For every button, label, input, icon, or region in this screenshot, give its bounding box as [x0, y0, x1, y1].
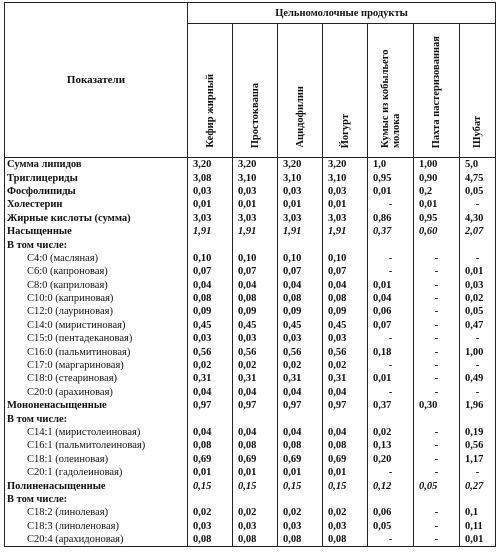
cell-value: - — [368, 332, 414, 345]
cell-value: 0,45 — [233, 319, 278, 332]
cell-value: 0,09 — [188, 305, 233, 318]
cell-value: 0,97 — [188, 399, 233, 412]
cell-value — [323, 238, 368, 251]
cell-value: 0,18 — [368, 345, 414, 358]
cell-value: - — [368, 198, 414, 211]
row-label: В том числе: — [5, 238, 188, 251]
cell-value: 0,03 — [233, 185, 278, 198]
cell-value: 3,03 — [188, 212, 233, 225]
cell-value: 0,02 — [188, 359, 233, 372]
row-label: С16:0 (пальмитиновая) — [5, 345, 188, 358]
cell-value: - — [460, 252, 496, 265]
cell-value: 3,03 — [233, 212, 278, 225]
column-header-label: Простокваша — [249, 82, 261, 148]
cell-value: 0,31 — [233, 372, 278, 385]
table-row — [5, 426, 496, 439]
cell-value: 0,69 — [188, 453, 233, 466]
cell-value: 0,04 — [188, 426, 233, 439]
cell-value: 0,01 — [188, 466, 233, 479]
indicator-header: Показатели — [5, 3, 188, 158]
table-row — [5, 332, 496, 345]
cell-value: 0,10 — [278, 252, 323, 265]
cell-value — [414, 238, 460, 251]
cell-value: 0,05 — [460, 185, 496, 198]
cell-value: 0,69 — [323, 453, 368, 466]
cell-value: 0,56 — [278, 345, 323, 358]
cell-value: 0,03 — [278, 332, 323, 345]
row-label: С16:1 (пальмитолеиновая) — [5, 439, 188, 452]
cell-value: - — [460, 359, 496, 372]
cell-value: 0,08 — [233, 533, 278, 547]
row-label: С4:0 (масляная) — [5, 252, 188, 265]
cell-value: 0,09 — [233, 305, 278, 318]
cell-value: 0,06 — [368, 506, 414, 519]
table-row — [5, 453, 496, 466]
cell-value: 0,05 — [368, 520, 414, 533]
cell-value — [188, 238, 233, 251]
table-row — [5, 238, 496, 251]
cell-value: 0,03 — [188, 332, 233, 345]
row-label: Насыщенные — [5, 225, 188, 238]
cell-value: 5,0 — [460, 158, 496, 172]
cell-value — [188, 412, 233, 425]
cell-value: 0,11 — [460, 520, 496, 533]
row-label: С18:3 (линоленовая) — [5, 520, 188, 533]
cell-value — [368, 493, 414, 506]
cell-value: - — [460, 386, 496, 399]
table-row — [5, 506, 496, 519]
row-label: С14:0 (миристиновая) — [5, 319, 188, 332]
cell-value: - — [368, 252, 414, 265]
row-label: С20:4 (арахидоновая) — [5, 533, 188, 547]
cell-value: 0,31 — [278, 372, 323, 385]
cell-value: 0,05 — [414, 479, 460, 492]
table-row — [5, 252, 496, 265]
cell-value: 0,08 — [323, 533, 368, 547]
cell-value: 3,10 — [233, 171, 278, 184]
cell-value: - — [414, 292, 460, 305]
cell-value: 0,09 — [278, 305, 323, 318]
cell-value: 0,56 — [233, 345, 278, 358]
cell-value: 0,01 — [323, 466, 368, 479]
cell-value: 0,02 — [233, 506, 278, 519]
table-row — [5, 185, 496, 198]
cell-value: 0,37 — [368, 399, 414, 412]
table-row — [5, 520, 496, 533]
product-group-header: Цельномолочные продукты — [188, 3, 496, 24]
column-header — [414, 24, 460, 158]
row-label: В том числе: — [5, 412, 188, 425]
cell-value: 3,20 — [278, 158, 323, 172]
row-label: Триглицериды — [5, 171, 188, 184]
cell-value: - — [460, 198, 496, 211]
cell-value: 0,01 — [278, 198, 323, 211]
cell-value: - — [368, 533, 414, 547]
table-row — [5, 412, 496, 425]
cell-value: - — [414, 533, 460, 547]
cell-value: 0,95 — [414, 212, 460, 225]
cell-value: 0,95 — [368, 171, 414, 184]
cell-value: - — [414, 345, 460, 358]
table-row — [5, 399, 496, 412]
column-header-label: Кефир жирный — [204, 74, 216, 148]
cell-value: 0,01 — [278, 466, 323, 479]
cell-value: 1,91 — [278, 225, 323, 238]
column-header-label: Кумыс из кобыльего молока — [379, 49, 402, 148]
table-row — [5, 479, 496, 492]
cell-value: - — [414, 265, 460, 278]
column-header-label: Ацидофилин — [294, 86, 306, 148]
cell-value: 0,13 — [368, 439, 414, 452]
cell-value: 0,45 — [323, 319, 368, 332]
row-label: С17:0 (маргариновая) — [5, 359, 188, 372]
cell-value: 0,97 — [323, 399, 368, 412]
cell-value — [233, 238, 278, 251]
cell-value: 0,97 — [278, 399, 323, 412]
cell-value: 0,15 — [188, 479, 233, 492]
cell-value: - — [414, 332, 460, 345]
cell-value: 0,08 — [278, 292, 323, 305]
cell-value: 0,01 — [233, 466, 278, 479]
row-label: Холестерин — [5, 198, 188, 211]
cell-value: 0,01 — [368, 279, 414, 292]
cell-value: 1,96 — [460, 399, 496, 412]
cell-value: 0,07 — [278, 265, 323, 278]
cell-value: 0,03 — [233, 520, 278, 533]
cell-value: 0,69 — [278, 453, 323, 466]
table-row — [5, 212, 496, 225]
column-header-label: Пахта пастеризованная — [431, 35, 442, 148]
table-row — [5, 279, 496, 292]
cell-value: 0,06 — [368, 305, 414, 318]
cell-value: 0,08 — [323, 292, 368, 305]
cell-value: 0,08 — [188, 533, 233, 547]
row-label: С12:0 (лауриновая) — [5, 305, 188, 318]
cell-value: 0,02 — [323, 359, 368, 372]
cell-value: - — [460, 332, 496, 345]
column-header — [460, 24, 496, 158]
cell-value: 0,31 — [323, 372, 368, 385]
cell-value: 0,02 — [368, 426, 414, 439]
row-label: Полиненасыщенные — [5, 479, 188, 492]
row-label: С18:2 (линолевая) — [5, 506, 188, 519]
column-header — [323, 24, 368, 158]
table-row — [5, 386, 496, 399]
cell-value: 3,20 — [323, 158, 368, 172]
cell-value: 0,04 — [278, 386, 323, 399]
cell-value: - — [414, 386, 460, 399]
cell-value: 0,15 — [278, 479, 323, 492]
column-header — [278, 24, 323, 158]
cell-value: 0,01 — [460, 533, 496, 547]
cell-value: 0,04 — [233, 279, 278, 292]
cell-value: - — [368, 466, 414, 479]
row-label: Фосфолипиды — [5, 185, 188, 198]
cell-value — [278, 412, 323, 425]
cell-value — [188, 493, 233, 506]
column-header — [368, 24, 414, 158]
cell-value: 1,17 — [460, 453, 496, 466]
cell-value: 0,09 — [323, 305, 368, 318]
cell-value: 0,31 — [188, 372, 233, 385]
table-row — [5, 493, 496, 506]
cell-value: 0,97 — [233, 399, 278, 412]
cell-value: - — [414, 453, 460, 466]
cell-value: 0,03 — [188, 185, 233, 198]
cell-value: 0,27 — [460, 479, 496, 492]
row-label: С10:0 (каприновая) — [5, 292, 188, 305]
cell-value: 0,01 — [460, 265, 496, 278]
cell-value: 0,04 — [323, 279, 368, 292]
cell-value: - — [368, 265, 414, 278]
cell-value: 1,91 — [188, 225, 233, 238]
row-label: С18:1 (олеиновая) — [5, 453, 188, 466]
cell-value: 0,01 — [414, 198, 460, 211]
row-label: С6:0 (капроновая) — [5, 265, 188, 278]
cell-value: 0,01 — [188, 198, 233, 211]
cell-value: 0,60 — [414, 225, 460, 238]
cell-value: 0,02 — [278, 506, 323, 519]
table-row — [5, 319, 496, 332]
row-label: С20:1 (гадолеиновая) — [5, 466, 188, 479]
row-label: С8:0 (каприловая) — [5, 279, 188, 292]
cell-value: - — [460, 466, 496, 479]
column-header — [233, 24, 278, 158]
cell-value — [233, 412, 278, 425]
cell-value: 3,03 — [323, 212, 368, 225]
cell-value: - — [414, 520, 460, 533]
cell-value: 0,08 — [233, 292, 278, 305]
cell-value: 0,01 — [368, 185, 414, 198]
cell-value: 1,00 — [460, 345, 496, 358]
cell-value: 0,10 — [188, 252, 233, 265]
cell-value — [323, 493, 368, 506]
cell-value: - — [414, 319, 460, 332]
cell-value: 0,04 — [323, 426, 368, 439]
cell-value: 0,03 — [323, 185, 368, 198]
cell-value: 0,02 — [188, 506, 233, 519]
cell-value: 0,69 — [233, 453, 278, 466]
cell-value: 0,08 — [278, 439, 323, 452]
cell-value: - — [414, 506, 460, 519]
cell-value: 0,08 — [278, 533, 323, 547]
table-row — [5, 359, 496, 372]
cell-value — [278, 238, 323, 251]
cell-value: 0,20 — [368, 453, 414, 466]
cell-value — [368, 412, 414, 425]
cell-value: 0,04 — [233, 386, 278, 399]
cell-value: 0,12 — [368, 479, 414, 492]
cell-value — [460, 412, 496, 425]
cell-value: - — [368, 386, 414, 399]
row-label: С14:1 (миристолеиновая) — [5, 426, 188, 439]
row-label: С15:0 (пентадекановая) — [5, 332, 188, 345]
cell-value: 0,08 — [188, 439, 233, 452]
table-row — [5, 372, 496, 385]
cell-value: 0,05 — [460, 305, 496, 318]
cell-value: 0,2 — [414, 185, 460, 198]
table-row — [5, 533, 496, 547]
cell-value: 0,04 — [233, 426, 278, 439]
cell-value: 0,19 — [460, 426, 496, 439]
cell-value — [414, 412, 460, 425]
cell-value: 0,04 — [278, 279, 323, 292]
cell-value — [278, 493, 323, 506]
row-label: Сумма липидов — [5, 158, 188, 172]
column-header-label: Шубат — [472, 115, 484, 148]
cell-value: 1,0 — [368, 158, 414, 172]
cell-value: 0,37 — [368, 225, 414, 238]
cell-value: 0,04 — [323, 386, 368, 399]
table-row — [5, 225, 496, 238]
table-row — [5, 345, 496, 358]
row-label: С20:0 (арахиновая) — [5, 386, 188, 399]
cell-value: - — [414, 279, 460, 292]
cell-value: 3,20 — [233, 158, 278, 172]
cell-value: 0,01 — [368, 372, 414, 385]
column-header-label: Йогурт — [339, 113, 351, 148]
cell-value: 0,30 — [414, 399, 460, 412]
table-row — [5, 466, 496, 479]
table-row — [5, 265, 496, 278]
cell-value — [233, 493, 278, 506]
cell-value: - — [414, 426, 460, 439]
cell-value: 0,03 — [233, 332, 278, 345]
table-row — [5, 158, 496, 172]
cell-value: - — [414, 305, 460, 318]
cell-value: 0,01 — [233, 198, 278, 211]
cell-value: 3,10 — [278, 171, 323, 184]
cell-value — [460, 493, 496, 506]
table-row — [5, 292, 496, 305]
cell-value: - — [414, 439, 460, 452]
cell-value — [460, 238, 496, 251]
cell-value: 3,03 — [278, 212, 323, 225]
cell-value: 0,04 — [188, 279, 233, 292]
cell-value: 0,49 — [460, 372, 496, 385]
cell-value: 0,07 — [368, 319, 414, 332]
cell-value: 0,03 — [278, 185, 323, 198]
cell-value: 0,04 — [278, 426, 323, 439]
cell-value: 0,45 — [188, 319, 233, 332]
cell-value: 0,90 — [414, 171, 460, 184]
row-label: В том числе: — [5, 493, 188, 506]
cell-value: - — [368, 359, 414, 372]
cell-value: 0,07 — [188, 265, 233, 278]
cell-value: 1,00 — [414, 158, 460, 172]
cell-value: 0,01 — [323, 198, 368, 211]
cell-value: 0,56 — [188, 345, 233, 358]
cell-value: 0,15 — [233, 479, 278, 492]
cell-value: 0,10 — [323, 252, 368, 265]
cell-value: 4,75 — [460, 171, 496, 184]
column-header — [188, 24, 233, 158]
cell-value: 0,45 — [278, 319, 323, 332]
cell-value: 0,10 — [233, 252, 278, 265]
cell-value: 0,15 — [323, 479, 368, 492]
cell-value: 0,03 — [323, 332, 368, 345]
cell-value: 0,47 — [460, 319, 496, 332]
table-row — [5, 305, 496, 318]
cell-value: 0,03 — [460, 279, 496, 292]
table-body — [5, 158, 496, 547]
cell-value: - — [414, 359, 460, 372]
cell-value: 0,56 — [460, 439, 496, 452]
cell-value: - — [414, 466, 460, 479]
cell-value: 0,04 — [188, 386, 233, 399]
cell-value: 4,30 — [460, 212, 496, 225]
cell-value: 3,20 — [188, 158, 233, 172]
cell-value: 0,03 — [278, 520, 323, 533]
cell-value: 0,04 — [368, 292, 414, 305]
cell-value: - — [414, 252, 460, 265]
cell-value: 0,08 — [323, 439, 368, 452]
cell-value: 3,08 — [188, 171, 233, 184]
cell-value: 1,91 — [323, 225, 368, 238]
cell-value: 0,07 — [323, 265, 368, 278]
cell-value: 3,10 — [323, 171, 368, 184]
table-row — [5, 439, 496, 452]
lipid-table — [4, 2, 496, 547]
table-row — [5, 171, 496, 184]
cell-value: 0,03 — [188, 520, 233, 533]
cell-value: 0,07 — [233, 265, 278, 278]
cell-value: 0,08 — [188, 292, 233, 305]
cell-value — [368, 238, 414, 251]
cell-value: 0,02 — [233, 359, 278, 372]
row-label: Мононенасыщенные — [5, 399, 188, 412]
row-label: С18:0 (стеариновая) — [5, 372, 188, 385]
cell-value: 0,1 — [460, 506, 496, 519]
cell-value — [323, 412, 368, 425]
cell-value: - — [414, 372, 460, 385]
cell-value: 2,07 — [460, 225, 496, 238]
cell-value: 0,02 — [323, 506, 368, 519]
cell-value: 1,91 — [233, 225, 278, 238]
cell-value: 0,86 — [368, 212, 414, 225]
cell-value: 0,08 — [233, 439, 278, 452]
cell-value: 0,02 — [278, 359, 323, 372]
table-row — [5, 198, 496, 211]
cell-value: 0,02 — [460, 292, 496, 305]
cell-value: 0,03 — [323, 520, 368, 533]
cell-value — [414, 493, 460, 506]
row-label: Жирные кислоты (сумма) — [5, 212, 188, 225]
cell-value: 0,56 — [323, 345, 368, 358]
